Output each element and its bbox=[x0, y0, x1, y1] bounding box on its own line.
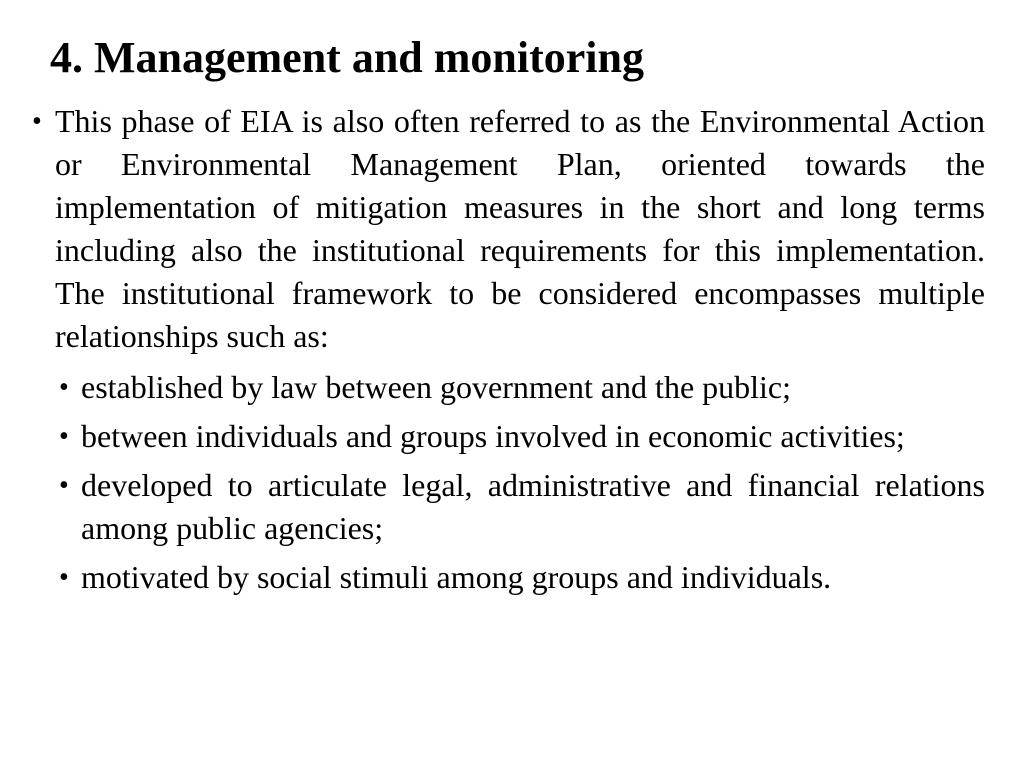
sub-bullet-1 bbox=[57, 366, 985, 409]
intro-text: This phase of EIA is also often referred to as the Environmental Action or Environmental Management Plan, oriented towards the implementation of mitigation measures in the short and long terms including also the institutional requirements for this implementation. The institutional framework to be considered encompasses multiple relationships such as: bbox=[55, 103, 985, 354]
bullet-icon: • bbox=[32, 106, 42, 137]
sub-bullet-3 bbox=[57, 464, 985, 550]
bullet-icon: • bbox=[59, 470, 69, 501]
sub-bullet-text: established by law between government and the public; bbox=[81, 369, 792, 405]
bullet-icon: • bbox=[59, 372, 69, 403]
sub-bullet-text: between individuals and groups involved in economic activities; bbox=[81, 418, 905, 454]
sub-bullet-text: motivated by social stimuli among groups and individuals. bbox=[81, 559, 832, 595]
sub-bullet-2 bbox=[57, 415, 985, 458]
intro-bullet bbox=[30, 100, 985, 358]
sub-bullet-text: developed to articulate legal, administrative and financial relations among public agencies; bbox=[81, 467, 985, 546]
sub-bullet-4 bbox=[57, 556, 985, 599]
slide-title: 4. Management and monitoring bbox=[50, 33, 644, 82]
slide-content bbox=[30, 100, 985, 599]
bullet-icon: • bbox=[59, 562, 69, 593]
bullet-icon: • bbox=[59, 421, 69, 452]
